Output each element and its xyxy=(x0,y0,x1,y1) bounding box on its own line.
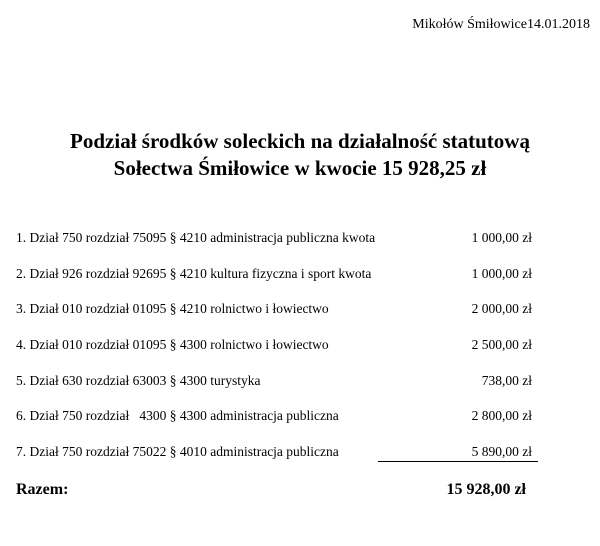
document-title xyxy=(0,128,600,182)
place-date: Mikołów Śmiłowice14.01.2018 xyxy=(412,17,590,32)
list-item xyxy=(16,228,536,264)
list-item xyxy=(16,264,536,300)
item-amount: 2 800,00 zł xyxy=(471,408,532,424)
item-description: 5. Dział 630 rozdział 63003 § 4300 turystyka xyxy=(16,372,261,388)
item-amount: 2 500,00 zł xyxy=(471,337,532,353)
item-amount: 1 000,00 zł xyxy=(471,230,532,245)
title-line-1: Podział środków soleckich na działalność statutową xyxy=(70,129,530,153)
item-description: 4. Dział 010 rozdział 01095 § 4300 rolnictwo i łowiectwo xyxy=(16,337,329,353)
item-description: 1. Dział 750 rozdział 75095 § 4210 administracja publiczna kwota xyxy=(16,230,376,245)
list-item xyxy=(16,335,536,371)
title-line-2: Sołectwa Śmiłowice w kwocie 15 928,25 zł xyxy=(113,156,487,180)
total-label: Razem: xyxy=(16,481,69,498)
allocation-list xyxy=(16,228,536,478)
total-value: 15 928,00 zł xyxy=(446,481,526,498)
item-amount: 1 000,00 zł xyxy=(471,265,532,281)
list-item xyxy=(16,406,536,442)
list-item xyxy=(16,442,536,478)
item-amount: 738,00 zł xyxy=(481,372,532,388)
list-item xyxy=(16,371,536,407)
sum-divider xyxy=(378,461,538,462)
item-amount: 5 890,00 zł xyxy=(471,444,532,460)
list-item xyxy=(16,299,536,335)
item-description: 6. Dział 750 rozdział 4300 § 4300 administracja publiczna xyxy=(16,408,339,424)
item-amount: 2 000,00 zł xyxy=(471,301,532,317)
item-description: 7. Dział 750 rozdział 75022 § 4010 administracja publiczna xyxy=(16,444,339,460)
item-description: 2. Dział 926 rozdział 92695 § 4210 kultura fizyczna i sport kwota xyxy=(16,265,372,281)
item-description: 3. Dział 010 rozdział 01095 § 4210 rolnictwo i łowiectwo xyxy=(16,301,329,317)
